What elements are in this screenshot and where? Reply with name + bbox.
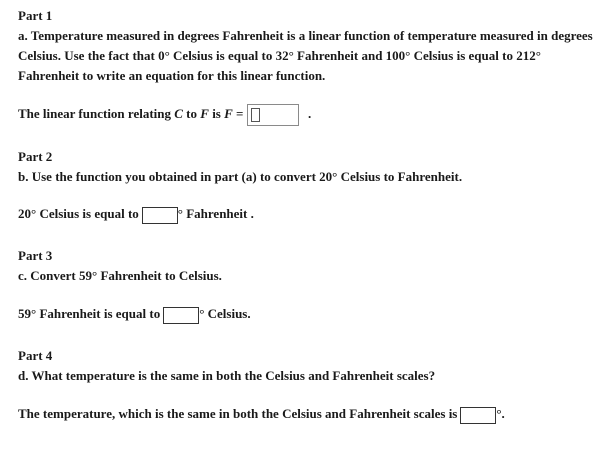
variable-c: C [174,106,183,121]
part1-heading: Part 1 [18,8,53,23]
is-word: is [212,106,221,121]
part3-question: c. Convert 59° Fahrenheit to Celsius. [18,268,222,283]
part3-answer-row [18,304,251,324]
part3-answer-suffix: ° Celsius. [199,306,251,321]
same-temperature-answer-input[interactable] [460,407,496,424]
part2-answer-row [18,204,254,224]
variable-f-lhs: F [224,106,233,121]
celsius-answer-input[interactable] [163,307,199,324]
part4-answer-prefix: The temperature, which is the same in both the Celsius and Fahrenheit scales is [18,406,458,421]
part3-heading: Part 3 [18,248,53,263]
part2-question: b. Use the function you obtained in part (a) to convert 20° Celsius to Fahrenheit. [18,169,463,184]
linear-function-answer-input[interactable] [247,104,299,126]
fahrenheit-answer-input[interactable] [142,207,178,224]
variable-f: F [200,106,209,121]
to-word: to [186,106,198,121]
part1-answer-prefix: The linear function relating [18,106,171,121]
equals-sign: = [236,106,244,121]
part4-heading: Part 4 [18,348,53,363]
part1-answer-row [18,104,311,126]
part1-question: a. Temperature measured in degrees Fahrenheit is a linear function of temperature measured in degrees Celsius. Use the fact that 0° Celsius is equal to 32° Fahrenheit and 100° Celsius is equal to 212° Fahrenheit to write an equation for this linear function. [18,28,593,83]
part2-answer-suffix: ° Fahrenheit . [177,206,254,221]
part3-answer-prefix: 59° Fahrenheit is equal to [18,306,161,321]
part2-heading: Part 2 [18,149,53,164]
part1-suffix: . [307,106,312,121]
part4-answer-row [18,404,505,424]
part4-answer-suffix: °. [496,406,505,421]
part4-question: d. What temperature is the same in both the Celsius and Fahrenheit scales? [18,368,436,383]
part2-answer-prefix: 20° Celsius is equal to [18,206,139,221]
equation-placeholder-box [251,108,260,122]
